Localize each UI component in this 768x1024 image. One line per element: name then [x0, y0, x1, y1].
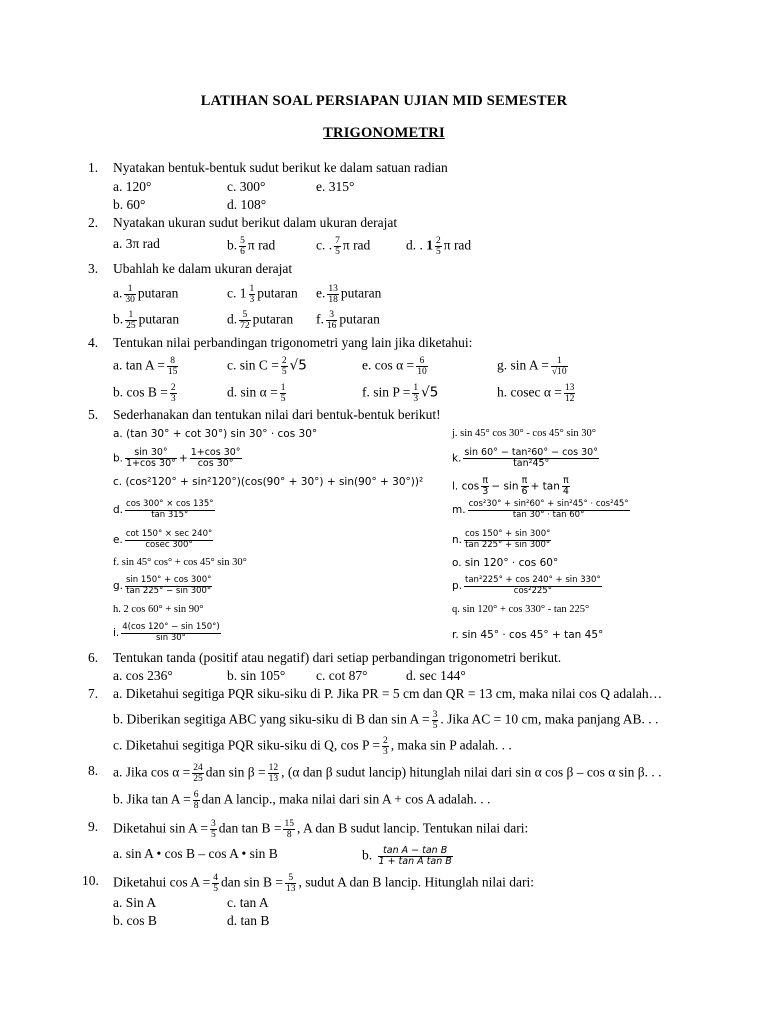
option-a: a. 120°	[113, 179, 152, 194]
item-m: m. $\frac{\text{cos²30° + sin²60° + sin²45° · cos²45°}}{\tan 30^\circ \cdot \tan 60^\circ}$	[452, 499, 629, 520]
option-b: b. cos B = $\frac{2}{3}$	[113, 383, 176, 404]
option-e: e. $\frac{13}{18}$ putaran	[316, 284, 382, 305]
option-d: d. sin α = $\frac{1}{5}$	[227, 383, 286, 404]
option-d: d. $\frac{5}{72}$ putaran	[227, 310, 294, 331]
option-c: c. sin C = $\frac{2}{5}$ √5	[227, 356, 307, 377]
item-e: e. cot 150° × sec 240° cosec 300°	[113, 529, 213, 550]
option-e: e. cos α = $\frac{6}{10}$	[362, 356, 427, 377]
item-a: a. (tan 30° + cot 30°) sin 30° · cos 30°	[113, 428, 318, 440]
question-text: c. Diketahui segitiga PQR siku-siku di Q, cos P = $\frac{2}{3}$ , maka sin P adalah. . .	[113, 736, 512, 757]
question-number: 9.	[88, 819, 99, 834]
item-l: l. cos $\frac{\pi}{3}$ − sin $\frac{\pi}{6}$ + tan $\frac{\pi}{4}$	[452, 475, 569, 497]
question-number: 2.	[88, 215, 99, 230]
option-g: g. sin A = $\frac{1}{√10}$	[497, 356, 567, 377]
item-f: f. sin 45° cos° + cos 45° sin 30°	[113, 557, 247, 568]
item-r: r. sin 45° · cos 45° + tan 45°	[452, 629, 604, 641]
page-subtitle: TRIGONOMETRI	[323, 125, 445, 141]
option-b: b. sin 105°	[227, 668, 286, 683]
page-title: LATIHAN SOAL PERSIAPAN UJIAN MID SEMESTER	[200, 93, 568, 109]
question-number: 1.	[88, 160, 99, 175]
question-number: 8.	[88, 763, 99, 778]
item-k: k. $\frac{\text{sin 60° − tan²60° − cos 30°}}{\text{tan²45°}}$	[452, 447, 598, 469]
item-i: i. $\frac{4(\cos 120^\circ - \sin 150^\circ)}{\sin 30^\circ}$	[113, 622, 220, 643]
question-text: Sederhanakan dan tentukan nilai dari bentuk-bentuk berikut!	[113, 407, 441, 422]
question-text: Diketahui sin A = $\frac{3}{5}$ dan tan B = $\frac{15}{8}$ , A dan B sudut lancip. Tentukan nilai dari:	[113, 819, 529, 840]
option-e: e. 315°	[316, 179, 355, 194]
item-c: c. (cos²120° + sin²120°)(cos(90° + 30°) + sin(90° + 30°))²	[113, 476, 424, 488]
option-c: c. 1 $\frac{1}{3}$ putaran	[227, 284, 298, 305]
question-text: Diketahui cos A = $\frac{4}{5}$ dan sin B = $\frac{5}{13}$ , sudut A dan B lancip. Hitunglah nilai dari:	[113, 873, 534, 894]
option-c: c. 300°	[227, 179, 266, 194]
question-text: b. Diberikan segitiga ABC yang siku-siku di B dan sin A = $\frac{3}{5}$ . Jika AC = 10 cm, maka panjang AB. . .	[113, 710, 659, 731]
option-a: a. 3π rad	[113, 236, 160, 251]
item-g: g. $\frac{\sin 150^\circ + \cos 300^\circ}{\tan 225^\circ - \sin 300^\circ}$	[113, 575, 212, 596]
item-d: d. $\frac{\cos 300^\circ \times \cos 135^\circ}{\tan 315^\circ}$	[113, 499, 214, 520]
option-f: f. sin P = $\frac{1}{3}$ √5	[362, 383, 439, 404]
question-text: Nyatakan bentuk-bentuk sudut berikut ke dalam satuan radian	[113, 160, 448, 175]
item-p: p. $\frac{\text{tan²225° + cos 240° + sin 330°}}{\text{cos²225°}}$	[452, 575, 601, 596]
item-h: h. 2 cos 60° + sin 90°	[113, 604, 204, 615]
question-number: 7.	[88, 686, 99, 701]
question-text: a. Diketahui segitiga PQR siku-siku di P. Jika PR = 5 cm dan QR = 13 cm, maka nilai cos Q adalah…	[113, 686, 663, 701]
question-text: Tentukan tanda (positif atau negatif) dari setiap perbandingan trigonometri berikut.	[113, 650, 562, 665]
question-text: a. Jika cos α = $\frac{24}{25}$ dan sin β = $\frac{12}{13}$ , (α dan β sudut lancip) hitunglah nilai dari sin α cos β – cos α sin β. . .	[113, 763, 662, 784]
item-n: n. $\frac{\cos 150^\circ + \sin 300^\circ}{\tan 225^\circ + \sin 300^\circ}$	[452, 529, 551, 550]
question-number: 10.	[82, 873, 99, 888]
item-o: o. sin 120° · cos 60°	[452, 557, 559, 569]
option-b: b. $\frac{5}{6}$ π rad	[227, 236, 276, 257]
option-a: a. cos 236°	[113, 668, 173, 683]
question-text: Nyatakan ukuran sudut berikut dalam ukuran derajat	[113, 215, 398, 230]
question-number: 6.	[88, 650, 99, 665]
question-number: 5.	[88, 407, 99, 422]
option-d: d. sec 144°	[406, 668, 466, 683]
question-text: Ubahlah ke dalam ukuran derajat	[113, 261, 293, 276]
option-b: b. 60°	[113, 197, 146, 212]
option-d: d. tan B	[227, 913, 270, 928]
option-a: a. tan A = $\frac{8}{15}$	[113, 356, 178, 377]
question-number: 3.	[88, 261, 99, 276]
option-c: c. tan A	[227, 895, 269, 910]
option-c: c. . $\frac{7}{5}$ π rad	[316, 236, 371, 257]
option-d: d. . 1 $\frac{2}{5}$ π rad	[406, 236, 472, 257]
question-text: b. Jika tan A = $\frac{6}{8}$ dan A lancip., maka nilai dari sin A + cos A adalah. . .	[113, 790, 491, 811]
question-text: Tentukan nilai perbandingan trigonometri yang lain jika diketahui:	[113, 335, 473, 350]
option-b: b. $\frac{1}{25}$ putaran	[113, 310, 180, 331]
option-b: b. $\frac{\text{tan A − tan B}}{\text{1 + tan A tan B}}$	[362, 845, 452, 867]
option-a: a. sin A • cos B – cos A • sin B	[113, 846, 278, 861]
option-a: a. Sin A	[113, 895, 157, 910]
item-b: b. $\frac{\sin 30^\circ}{1+\cos 30^\circ}$ + $\frac{1+\cos 30^\circ}{\cos 30^\circ}$	[113, 447, 241, 469]
option-a: a. $\frac{1}{30}$ putaran	[113, 284, 179, 305]
item-q: q. sin 120° + cos 330° - tan 225°	[452, 604, 590, 615]
option-b: b. cos B	[113, 913, 157, 928]
option-c: c. cot 87°	[316, 668, 368, 683]
option-h: h. cosec α = $\frac{13}{12}$	[497, 383, 575, 404]
item-j: j. sin 45° cos 30° - cos 45° sin 30°	[452, 428, 596, 439]
option-f: f. $\frac{3}{16}$ putaran	[316, 310, 380, 331]
question-number: 4.	[88, 335, 99, 350]
option-d: d. 108°	[227, 197, 267, 212]
